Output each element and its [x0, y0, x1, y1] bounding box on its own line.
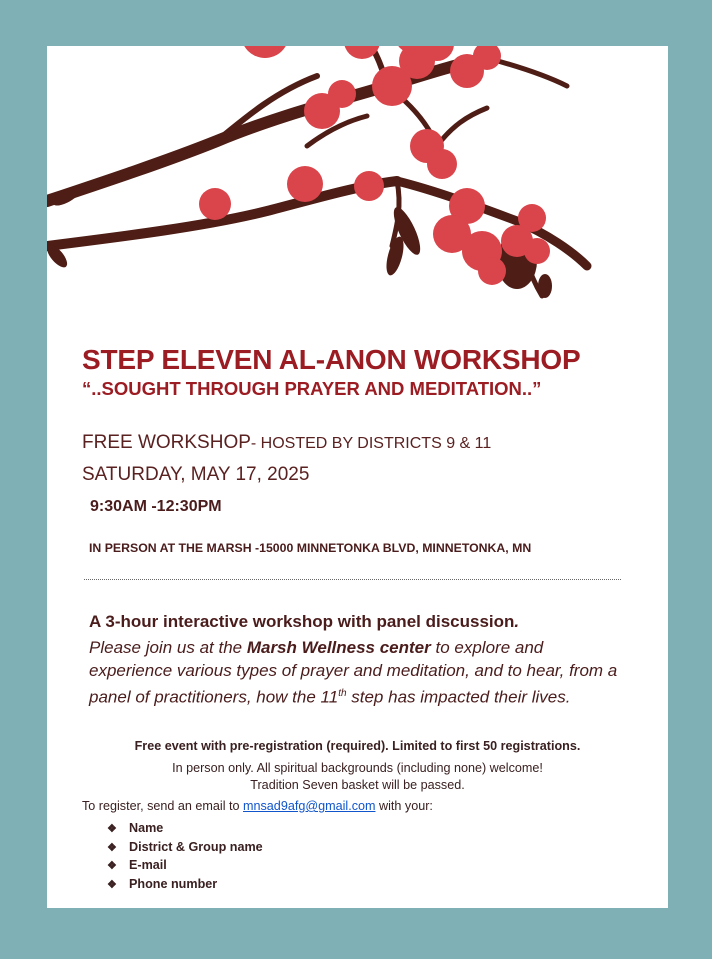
list-item — [107, 875, 263, 894]
list-item — [107, 838, 263, 857]
registration-note: Free event with pre-registration (required). Limited to first 50 registrations. — [134, 739, 581, 753]
register-email-link[interactable]: mnsad9afg@gmail.com — [243, 799, 376, 813]
field-label: District & Group name — [129, 839, 263, 854]
diamond-bullet-icon: ❖ — [107, 823, 117, 835]
desc-part3: step has impacted their lives. — [346, 687, 571, 707]
desc-ordinal: th — [338, 688, 347, 699]
workshop-title: STEP ELEVEN AL-ANON WORKSHOP — [82, 344, 581, 375]
register-prefix: To register, send an email to — [82, 799, 244, 813]
event-location: IN PERSON AT THE MARSH -15000 MINNETONKA BLVD, MINNETONKA, MN — [89, 541, 532, 555]
intro-period: . — [514, 612, 520, 631]
event-time: 9:30AM -12:30PM — [90, 498, 222, 515]
field-label: E-mail — [129, 858, 167, 872]
intro-text: A 3-hour interactive workshop with panel discussion — [89, 612, 515, 631]
event-date: SATURDAY, MAY 17, 2025 — [82, 464, 310, 485]
field-label: Name — [129, 821, 164, 835]
register-instructions — [82, 799, 433, 813]
venue-name: Marsh Wellness center — [246, 638, 431, 657]
free-workshop-text: FREE WORKSHOP — [82, 432, 251, 453]
desc-part2: to explore and experience various types of prayer and meditation, and to hear, from a panel of practitioners, how the 11 — [89, 638, 618, 707]
diamond-bullet-icon: ❖ — [107, 878, 117, 891]
desc-part1: Please join us at the — [89, 638, 247, 657]
required-fields-list — [107, 819, 263, 893]
section-divider — [84, 579, 621, 580]
basket-note: Tradition Seven basket will be passed. — [250, 778, 465, 792]
diamond-bullet-icon: ❖ — [107, 860, 117, 872]
host-line — [82, 432, 491, 454]
hosted-by-text: - HOSTED BY DISTRICTS 9 & 11 — [250, 435, 492, 452]
diamond-bullet-icon: ❖ — [107, 841, 117, 854]
register-suffix: with your: — [375, 799, 433, 813]
workshop-intro — [89, 612, 519, 632]
list-item — [107, 819, 263, 838]
flyer-page — [47, 46, 668, 908]
workshop-subtitle: “..SOUGHT THROUGH PRAYER AND MEDITATION..” — [82, 378, 542, 399]
cherry-blossom-branch-image — [47, 46, 668, 316]
workshop-description — [89, 636, 619, 709]
list-item — [107, 856, 263, 875]
in-person-note: In person only. All spiritual backgrounds (including none) welcome! — [172, 761, 543, 775]
field-label: Phone number — [129, 876, 218, 891]
